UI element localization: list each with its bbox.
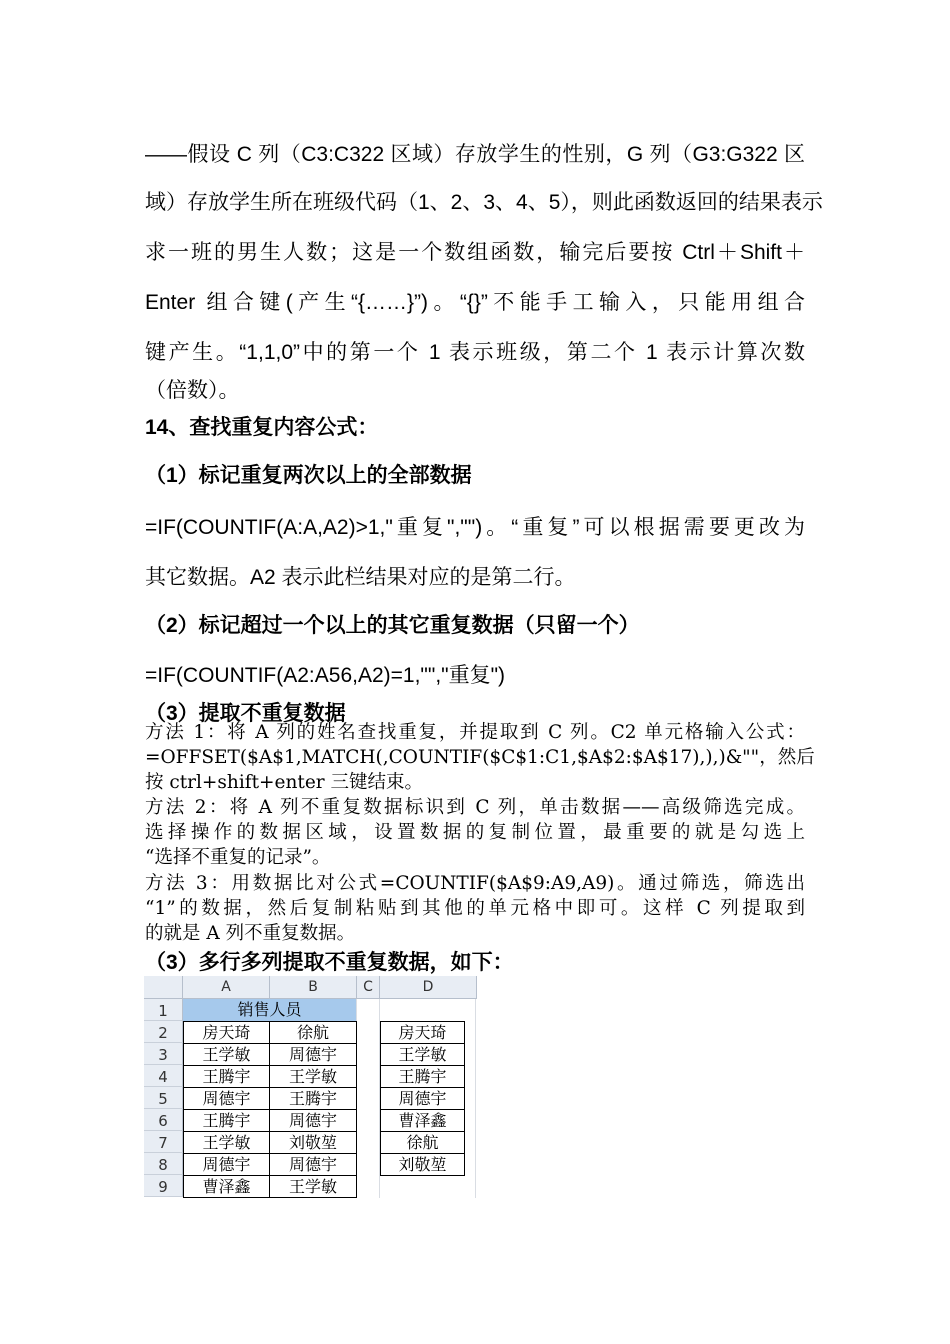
cell-d: 徐航: [380, 1131, 465, 1154]
subsection-heading: （1）标记重复两次以上的全部数据: [145, 464, 472, 487]
row-header: 5: [144, 1087, 183, 1109]
column-header-b: B: [270, 976, 357, 999]
formula-line: =OFFSET($A$1,MATCH(,COUNTIF($C$1:C1,$A$2:$A$17),),)&""，然后: [145, 747, 815, 768]
text-line: 域）存放学生所在班级代码（1、2、3、4、5），则此函数返回的结果表示: [145, 191, 823, 214]
row-header: 8: [144, 1153, 183, 1175]
text-line: 的就是 A 列不重复数据。: [145, 923, 356, 944]
cell-a: 周德宇: [183, 1153, 270, 1176]
row-header: 1: [144, 999, 183, 1021]
row-header: 4: [144, 1065, 183, 1087]
subsection-heading: （2）标记超过一个以上的其它重复数据（只留一个）: [145, 614, 640, 637]
text-line: ——假设 C 列（C3:C322 区域）存放学生的性别，G 列（G3:G322 区: [145, 143, 805, 166]
cell-b: 王腾宇: [269, 1087, 357, 1110]
text-line: 求一班的男生人数；这是一个数组函数，输完后要按 Ctrl＋Shift＋: [145, 241, 805, 264]
row-header: 2: [144, 1021, 183, 1043]
cell-a: 王腾宇: [183, 1109, 270, 1132]
text-line: 方法 3：用数据比对公式=COUNTIF($A$9:A9,A9)。通过筛选，筛选出: [145, 873, 805, 894]
cell-d: 周德宇: [380, 1087, 465, 1110]
section-heading: 14、查找重复内容公式：: [145, 416, 379, 439]
cell-d: 曹泽鑫: [380, 1109, 465, 1132]
cell-a: 王学敏: [183, 1043, 270, 1066]
text-line: 方法 2：将 A 列不重复数据标识到 C 列，单击数据——高级筛选完成。: [145, 797, 805, 818]
text-line: “选择不重复的记录”。: [145, 847, 331, 868]
cell-d: 王腾宇: [380, 1065, 465, 1088]
column-header-c: C: [357, 976, 380, 999]
cell-a: 王腾宇: [183, 1065, 270, 1088]
cell-d: 房天琦: [380, 1021, 465, 1044]
cell-d: 刘敬堃: [380, 1153, 465, 1176]
cell-a: 周德宇: [183, 1087, 270, 1110]
text-line: “1”的数据，然后复制粘贴到其他的单元格中即可。这样 C 列提取到: [145, 898, 805, 919]
cell-b: 徐航: [269, 1021, 357, 1044]
row-header: 7: [144, 1131, 183, 1153]
cell-d: 王学敏: [380, 1043, 465, 1066]
text-line: Enter 组合键(产生“{……}”)。“{}”不能手工输入，只能用组合: [145, 291, 805, 314]
formula-line: =IF(COUNTIF(A:A,A2)>1,"重复","")。“重复”可以根据需要更改为: [145, 516, 805, 539]
formula-line: =IF(COUNTIF(A2:A56,A2)=1,"","重复"): [145, 664, 506, 687]
cell-b: 周德宇: [269, 1153, 357, 1176]
cell-b: 刘敬堃: [269, 1131, 357, 1154]
cell-a: 王学敏: [183, 1131, 270, 1154]
subsection-heading: （3）多行多列提取不重复数据，如下：: [145, 951, 514, 974]
cell-b: 王学敏: [269, 1175, 357, 1198]
cell-a: 房天琦: [183, 1021, 270, 1044]
merged-header-cell: 销售人员: [183, 999, 356, 1021]
row-header: 9: [144, 1175, 183, 1197]
text-line: 方法 1：将 A 列的姓名查找重复，并提取到 C 列。C2 单元格输入公式：: [145, 722, 805, 743]
cell-b: 王学敏: [269, 1065, 357, 1088]
cell-b: 周德宇: [269, 1043, 357, 1066]
row-header: 3: [144, 1043, 183, 1065]
spreadsheet-image: [144, 976, 476, 1198]
column-header-a: A: [183, 976, 270, 999]
row-header: 6: [144, 1109, 183, 1131]
cell-b: 周德宇: [269, 1109, 357, 1132]
text-line: 其它数据。A2 表示此栏结果对应的是第二行。: [145, 566, 576, 589]
corner-cell: [144, 976, 183, 999]
text-line: 按 ctrl+shift+enter 三键结束。: [145, 772, 424, 793]
subsection-heading: （3）提取不重复数据: [145, 702, 346, 725]
cell-a: 曹泽鑫: [183, 1175, 270, 1198]
text-line: （倍数）。: [145, 379, 240, 402]
column-header-d: D: [380, 976, 477, 999]
text-line: 选择操作的数据区域，设置数据的复制位置，最重要的就是勾选上: [145, 822, 805, 843]
text-line: 键产生。“1,1,0”中的第一个 1 表示班级，第二个 1 表示计算次数: [145, 341, 805, 364]
